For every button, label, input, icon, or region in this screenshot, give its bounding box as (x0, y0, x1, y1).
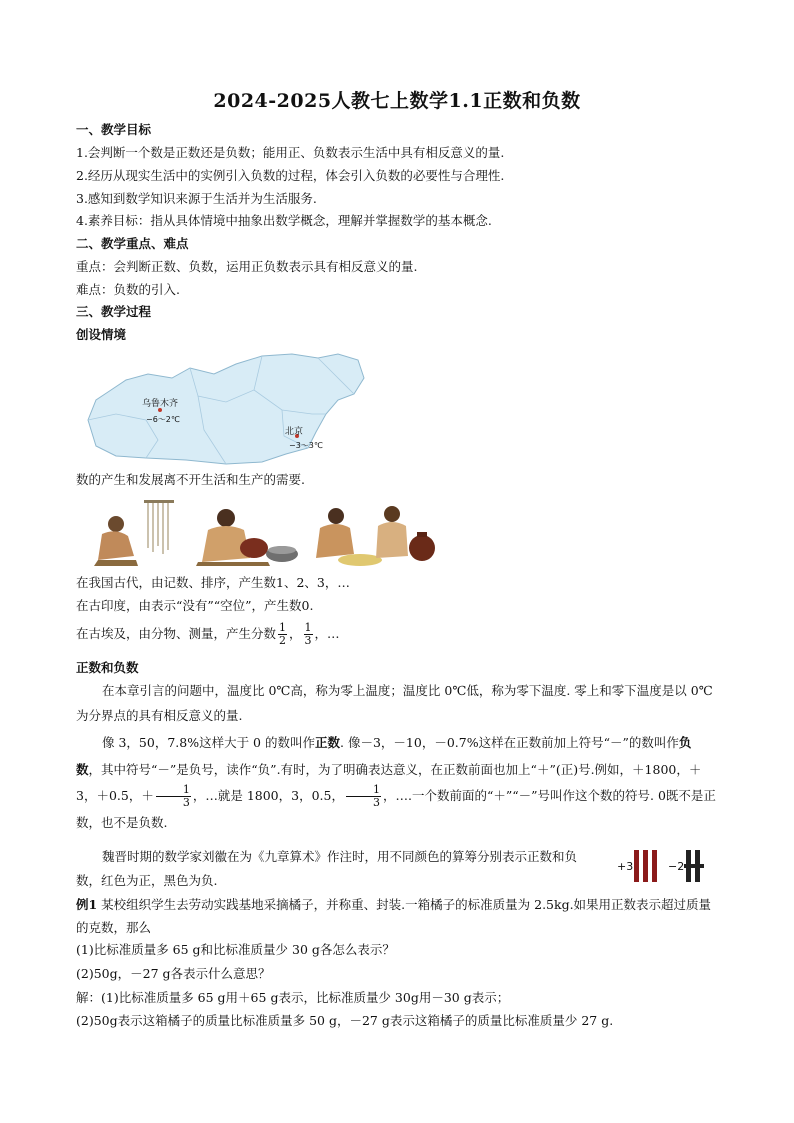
section-heading-process: 三、教学过程 (76, 304, 152, 319)
keyword-positive: 正数 (315, 735, 341, 750)
difficulty-point: 难点：负数的引入. (76, 282, 180, 297)
page-title: 2024-2025人教七上数学1.1正数和负数 (213, 90, 581, 112)
paragraph-liuhui: 魏晋时期的数学家刘徽在为《九章算术》作注时，用不同颜色的算筹分别表示正数和负数，红色为正，黑色为负. (76, 849, 578, 888)
example-label: 例1 (76, 897, 98, 912)
section-heading-objectives: 一、教学目标 (76, 122, 152, 137)
paragraph-temperature: 在本章引言的问题中，温度比 0℃高，称为零上温度；温度比 0℃低，称为零下温度. 零上和零下温度是以 0℃为分界点的具有相反意义的量. (76, 683, 713, 723)
fraction-one-half: $\frac{1}{2}$ (279, 620, 287, 647)
section-heading-key-points: 二、教学重点、难点 (76, 236, 189, 251)
objective-item: 4.素养目标：指从具体情境中抽象出数学概念，理解并掌握数学的基本概念. (76, 213, 492, 228)
history-india: 在古印度，由表示“没有”“空位”，产生数0. (76, 598, 314, 613)
map-temp-beijing: −3～3℃ (289, 441, 323, 450)
ancient-people-illustration (78, 496, 440, 568)
history-egypt: 在古埃及，由分物、测量，产生分数 (76, 626, 277, 641)
map-city-urumqi: 乌鲁木齐 (142, 399, 179, 409)
fraction-one-third: $\frac{1}{3}$ (304, 620, 312, 647)
example-1-statement: 例1 某校组织学生去劳动实践基地采摘橘子，并称重、封装.一箱橘子的标准质量为 2.5kg.如果用正数表示超过质量的克数，那么 (76, 897, 712, 935)
china-map-illustration (86, 350, 366, 466)
red-counting-rods-icon (632, 850, 660, 882)
map-city-beijing: 北京 (285, 427, 304, 437)
example-answer-1: 解：(1)比标准质量多 65 g用＋65 g表示，比标准质量少 30g用－30 g表示； (76, 990, 510, 1005)
origin-sentence: 数的产生和发展离不开生活和生产的需要. (76, 472, 305, 487)
fraction-third-2: $\frac{1}{3}$ (346, 784, 381, 809)
fraction-plus-third: $\frac{1}{3}$ (156, 784, 191, 809)
objective-item: 3.感知到数学知识来源于生活并为生活服务. (76, 191, 317, 206)
key-point: 重点：会判断正数、负数，运用正负数表示具有相反意义的量. (76, 259, 418, 274)
history-egypt-line: 在古埃及，由分物、测量，产生分数 $\frac{1}{2}$ ， $\frac{1}{3}$ ，… (76, 620, 340, 647)
history-china: 在我国古代，由记数、排序，产生数1、2、3，… (76, 575, 350, 590)
map-temp-urumqi: −6～2℃ (146, 415, 180, 424)
example-question-1: (1)比标准质量多 65 g和比标准质量少 30 g各怎么表示？ (76, 942, 395, 957)
example-question-2: (2)50g，－27 g各表示什么意思？ (76, 966, 271, 981)
rod-label-positive: +3 (617, 860, 634, 873)
paragraph-definition: 像 3，50，7.8%这样大于 0 的数叫作正数. 像－3，－10，－0.7%这样在正数前加上符号“－”的数叫作负数，其中符号“－”是负号，读作“负”.有时，为了明确表达意义，在正数前面也加上“＋”(正)号.例如，＋1800，＋3，＋0.5，＋ $\frac{1}{3}$ ，…就是 1800，3，0.5， $\frac{1}{3}$ ，….一个数前面的“＋”“－”号叫作这个数的符号. 0既不是正数，也不是负数. (76, 735, 716, 830)
objective-item: 2.经历从现实生活中的实例引入负数的过程，体会引入负数的必要性与合理性. (76, 168, 505, 183)
objective-item: 1.会判断一个数是正数还是负数；能用正、负数表示生活中具有相反意义的量. (76, 145, 505, 160)
example-answer-2: (2)50g表示这箱橘子的质量比标准质量多 50 g，－27 g表示这箱橘子的质量比标准质量少 27 g. (76, 1013, 614, 1028)
black-counting-rods-icon (684, 850, 704, 882)
subheading-scene: 创设情境 (76, 327, 127, 342)
rod-label-negative: −2 (668, 860, 685, 873)
keyword-negative: 负数 (76, 735, 692, 777)
subheading-posneg: 正数和负数 (76, 660, 139, 675)
